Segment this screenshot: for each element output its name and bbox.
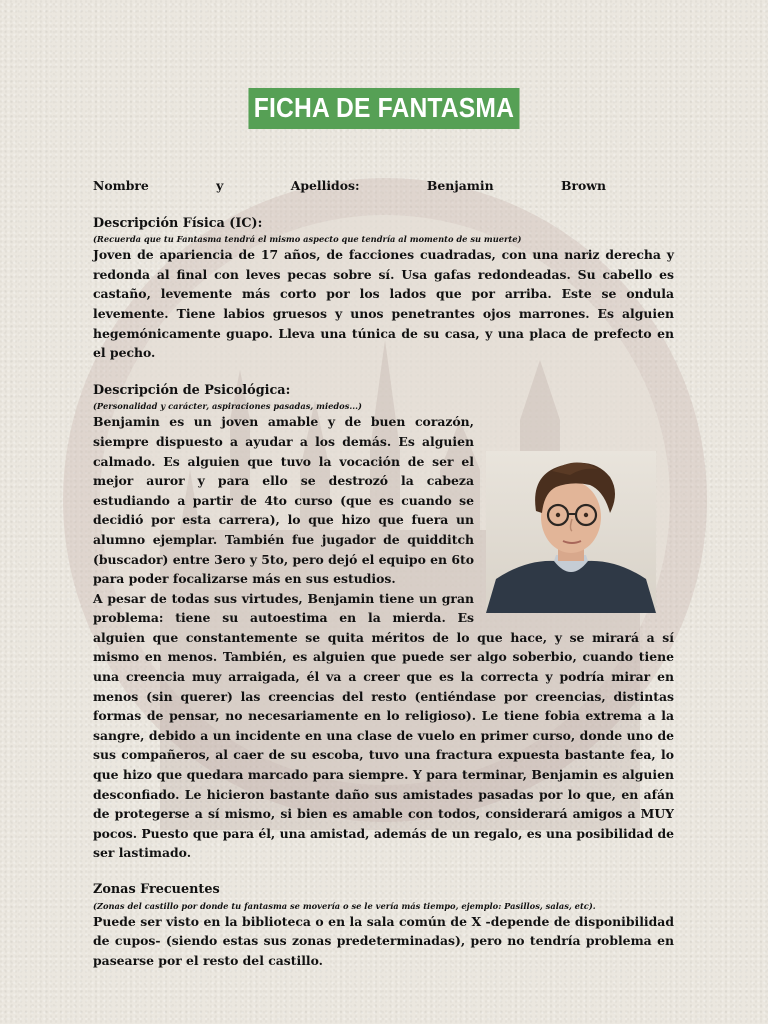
physical-note: (Recuerda que tu Fantasma tendrá el mismo aspecto que tendría al momento de su muerte) bbox=[93, 234, 522, 245]
page-title: FICHA DE FANTASMA bbox=[249, 88, 520, 129]
name-label: Nombre bbox=[93, 178, 149, 193]
first-name: Benjamin bbox=[426, 178, 494, 193]
zones-description: Puede ser visto en la biblioteca o en la sala común de X -depende de disponibilidad de cupos- (siendo estas sus zonas predeterminadas), pero no tendría problema en pasearse por el resto del castillo. bbox=[93, 913, 674, 968]
psych-description-1: Benjamin es un joven amable y de buen corazón, siempre dispuesto a ayudar a los demás. Es alguien calmado. Es alguien que tuvo la vocación de ser el mejor auror y para ello se destrozó la cabeza estudiando a partir de 4to curso (que es cuando se decidió por esta carrera), lo que hizo que fuera un alumno ejemplar. También fue jugador de quidditch (buscador) entre 3ero y 5to, pero dejó el equipo en 6to para poder focalizarse más en sus estudios. bbox=[93, 414, 474, 587]
psych-description-2: A pesar de todas sus virtudes, Benjamin tiene un gran problema: tiene su autoestima en la mierda. Es alguien que constantemente se quita méritos de lo que hace, y se mirará a sí mismo en menos. También, es alguien que puede ser algo soberbio, cuando tiene una creencia muy arraigada, él va a creer que es la correcta y podría mirar en menos (sin querer) las creencias del resto (entiéndase por creencias, distintas formas de pensar, no necesariamente en lo religioso). Le tiene fobia extrema a la sangre, debido a un incidente en una clase de vuelo en primer curso, donde uno de sus compañeros, al caer de su escoba, tuvo una fractura expuesta bastante fea, lo que hizo que quedara marcado para siempre. Y para terminar, Benjamin es alguien desconfiado. Le hicieron bastante daño sus amistades pasadas por lo que, en afán de protegerse a sí mismo, si bien es amable con todos, considerará amigos a MUY pocos. Puesto que para él, una amistad, además de un regalo, es una posibilidad de ser lastimado. bbox=[93, 590, 674, 861]
physical-description: Joven de apariencia de 17 años, de facciones cuadradas, con una nariz derecha y redonda al final con leves pecas sobre sí. Usa gafas redondeadas. Su cabello es castaño, levemente más corto por los lados que por arriba. Este se ondula levemente. Tiene labios gruesos y unos penetrantes ojos marrones. Es alguien hegemónicamente guapo. Lleva una túnica de su casa, y una placa de prefecto en el pecho. bbox=[93, 247, 674, 361]
surname-label: Apellidos: bbox=[290, 178, 360, 193]
character-portrait bbox=[486, 451, 656, 613]
psych-body bbox=[93, 412, 674, 863]
physical-heading: Descripción Física (IC): bbox=[93, 215, 263, 231]
psych-note: (Personalidad y carácter, aspiraciones pasadas, miedos...) bbox=[93, 401, 362, 412]
psych-heading: Descripción de Psicológica: bbox=[93, 382, 291, 398]
zones-heading: Zonas Frecuentes bbox=[93, 882, 220, 897]
name-connector: y bbox=[216, 178, 224, 193]
name-line bbox=[93, 176, 674, 196]
last-name: Brown bbox=[561, 178, 606, 193]
character-sheet bbox=[93, 176, 674, 970]
zones-note: (Zonas del castillo por donde tu fantasma se movería o se le vería más tiempo, ejemplo: Pasillos, salas, etc). bbox=[93, 900, 596, 911]
